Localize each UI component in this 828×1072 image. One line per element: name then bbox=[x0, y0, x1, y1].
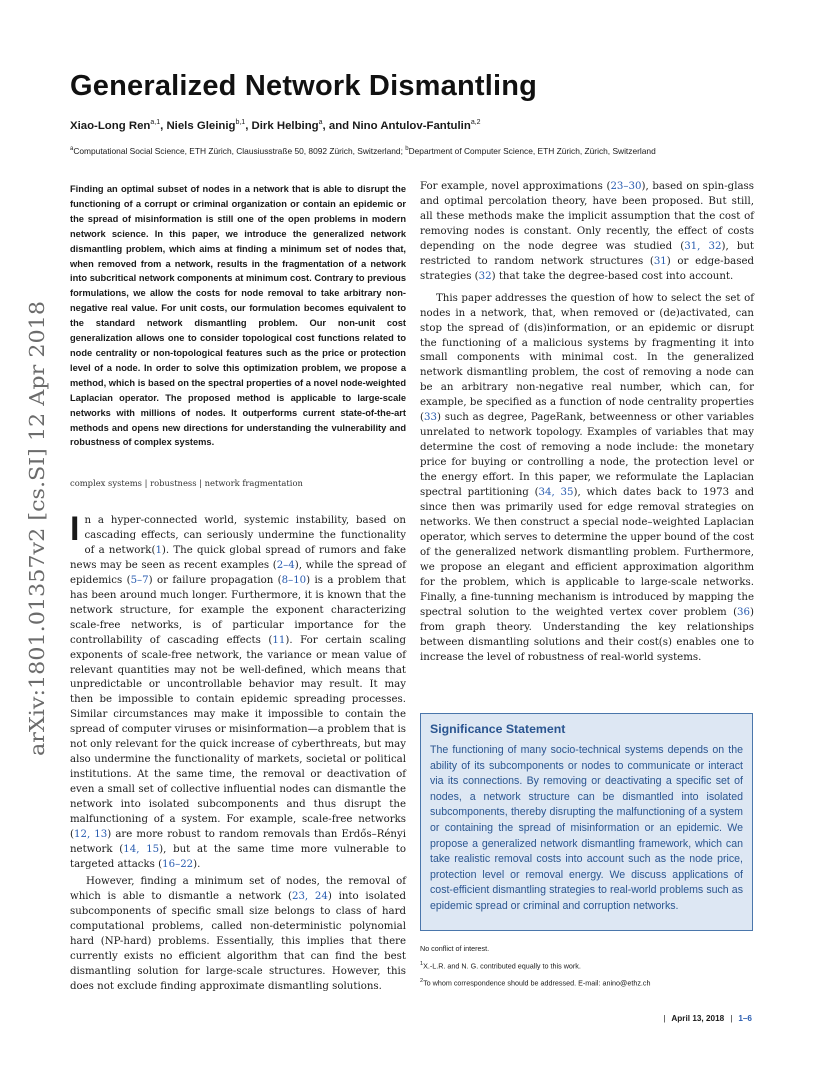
intro-paragraph-1: In a hyper-connected world, systemic instability, based on cascading effects, can seriously undermine the functionality of a network(1). The quick global spread of rumors and fake news may be seen as recent examples (2–4), while the spread of epidemics (5–7) or failure propagation (8–10) is a problem that has been around much longer. Furthermore, it is known that the network structure, for example the exponent characterizing scale-free networks, is of particular importance for the controllability of cascading effects (11). For certain scaling exponents of scale-free network, the variance or mean value of relevant quantities may not be well-defined, which means that unpredictable or uncontrollable behavior may result. It may then be impossible to contain epidemic spreading processes. Similar circumstances may make it impossible to contain the spread of computer viruses or misinformation—a problem that is not only relevant for the quick increase of cyberthreats, but may also undermine the functionality of markets, societal or political institutions. At the same time, the removal or deactivation of even a small set of collective influential nodes can dismantle the network into isolated subcomponents and thus disrupt the malfunctioning of a system. For example, scale-free networks (12, 13) are more robust to random removals than Erdős–Rényi network (14, 15), but at the same time more vulnerable to targeted attacks (16–22). bbox=[70, 510, 407, 870]
footer-page-range[interactable]: 1–6 bbox=[738, 1014, 752, 1023]
citation-link[interactable]: 11 bbox=[272, 634, 286, 646]
citation-link[interactable]: 23–30 bbox=[610, 181, 642, 192]
affiliation-a: Computational Social Science, ETH Zürich, Clausiusstraße 50, 8092 Zürich, Switzerland; bbox=[73, 146, 406, 156]
footnote-1-marker: 1 bbox=[420, 961, 424, 967]
author-list bbox=[70, 119, 481, 132]
author-affiliation-marker: a bbox=[318, 119, 323, 126]
intro-paragraph-2: However, finding a minimum set of nodes, the removal of which is able to dismantle a network (23, 24) into isolated subcomponents of specific small size belongs to class of hard computational problems, called non-deterministic polynomial hard (NP-hard) problems. Essentially, this implies that there currently exists no efficient algorithm that can find the best dismantling solution for large-scale structures. However, this does not exclude finding approximate dismantling solutions. bbox=[70, 875, 407, 992]
footnote-2-marker: 2 bbox=[420, 978, 424, 985]
footer-separator-left: | bbox=[663, 1014, 666, 1023]
footnote-2-text: To whom correspondence should be addressed. E-mail: anino@ethz.ch bbox=[423, 978, 651, 988]
footnotes bbox=[420, 944, 754, 994]
author-name: Xiao-Long Ren bbox=[70, 119, 151, 132]
citation-link[interactable]: 33 bbox=[423, 412, 437, 424]
author-name: Nino Antulov-Fantulin bbox=[352, 119, 471, 132]
footnote-2 bbox=[420, 976, 754, 988]
author-affiliation-marker: a,2 bbox=[470, 119, 481, 126]
affiliation-b: Department of Computer Science, ETH Zürich, Zürich, Switzerland bbox=[408, 146, 656, 156]
page-footer bbox=[657, 1014, 752, 1023]
citation-link[interactable]: 34, 35 bbox=[538, 487, 574, 499]
author-separator: , and bbox=[322, 119, 353, 132]
significance-statement-box bbox=[420, 713, 753, 931]
citation-link[interactable]: 31 bbox=[653, 255, 667, 267]
significance-text: The functioning of many socio-technical systems depends on the ability of its subcomponents or nodes to communicate or interact via its connections. By removing or deactivating a specific set of nodes, a network structure can be dismantled into isolated subcomponents, thereby disrupting the malfunctioning of a system or containing the spread of misinformation or an epidemic. We propose a generalized network dismantling framework, which can take realistic removal costs into account such as the node price, protection level or removal energy. We discuss applications of cost-efficient dismantling strategies to real-world problems such as epidemic spread or criminal and corruption networks. bbox=[430, 744, 743, 912]
citation-link[interactable]: 14, 15 bbox=[123, 843, 160, 855]
footer-date: April 13, 2018 bbox=[671, 1014, 725, 1023]
paper-title: Generalized Network Dismantling bbox=[70, 70, 538, 102]
author-affiliation-marker: b,1 bbox=[235, 119, 246, 126]
footnote-1 bbox=[420, 959, 754, 971]
citation-link[interactable]: 32 bbox=[478, 270, 492, 282]
citation-link[interactable]: 23, 24 bbox=[291, 890, 328, 902]
right-column-body bbox=[420, 180, 754, 666]
keywords: complex systems | robustness | network fragmentation bbox=[70, 478, 303, 488]
citation-link[interactable]: 5–7 bbox=[130, 574, 149, 586]
citation-link[interactable]: 36 bbox=[737, 606, 751, 618]
left-column-body bbox=[70, 510, 407, 995]
right-paragraph-1: For example, novel approximations (23–30), based on spin-glass and optimal percolation theory, have been proposed. But still, all these methods make the implicit assumption that the cost of removing nodes is constant. Only recently, the effect of costs depending on the node degree was studied (31, 32), but restricted to random network structures (31) or edge-based strategies (32) that take the degree-based cost into account. bbox=[420, 181, 755, 282]
affiliations bbox=[70, 146, 656, 156]
significance-heading: Significance Statement bbox=[430, 722, 566, 736]
footnote-1-text: X.-L.R. and N. G. contributed equally to this work. bbox=[423, 961, 581, 971]
citation-link[interactable]: 8–10 bbox=[281, 574, 307, 586]
author-separator: , bbox=[160, 119, 167, 132]
drop-cap: I bbox=[70, 510, 80, 548]
author-name: Dirk Helbing bbox=[251, 119, 319, 132]
arxiv-identifier: arXiv:1801.01357v2 [cs.SI] 12 Apr 2018 bbox=[25, 337, 49, 756]
footer-separator-right: | bbox=[730, 1014, 733, 1023]
citation-link[interactable]: 16–22 bbox=[162, 858, 194, 870]
citation-link[interactable]: 31, 32 bbox=[684, 240, 722, 252]
author-separator: , bbox=[245, 119, 252, 132]
citation-link[interactable]: 1 bbox=[155, 544, 162, 556]
conflict-note: No conflict of interest. bbox=[420, 944, 490, 953]
author-affiliation-marker: a,1 bbox=[150, 119, 161, 126]
right-paragraph-2: This paper addresses the question of how to select the set of nodes in a network, that, when removed or (de)activated, can stop the spread of (dis)information, or an epidemic or disrupt the functioning of a malicious systems by fragmenting it into small components with minimal cost. In the generalized network dismantling problem, the cost of removing a node can be an arbitrary non-negative real number, which can, for example, be specified as a function of node centrality properties (33) such as degree, PageRank, betweenness or other variables unrelated to network topology. Examples of variables that may determine the cost of removing a node include: the monetary price for buying or controlling a node, the protection level or the energy effort. In this paper, we reformulate the Laplacian spectral partitioning (34, 35), which dates back to 1973 and since then was primarily used for edge removal strategies on networks. We then construct a special node–weighted Laplacian operator, which serves to determine the upper bound of the cost of the generalized network dismantling problem. Furthermore, we propose an elegant and efficient approximation algorithm for the problem, which is applicable to large-scale networks. Finally, a fine-tunning mechanism is introduced by mapping the spectral solution to the weighted vertex cover problem (36) from graph theory. Understanding the key relationships between dismantling solutions and their cost(s) enables one to increase the level of robustness of real-world systems. bbox=[420, 292, 755, 663]
arxiv-side-stamp bbox=[14, 296, 54, 766]
citation-link[interactable]: 12, 13 bbox=[73, 829, 108, 841]
author-name: Niels Gleinig bbox=[166, 119, 236, 132]
citation-link[interactable]: 2–4 bbox=[276, 559, 295, 571]
abstract: Finding an optimal subset of nodes in a network that is able to disrupt the functioning of a corrupt or criminal organization or contain an epidemic or the spread of misinformation is still one of the open problems in modern network science. In this paper, we introduce the generalized network dismantling problem, which aims at finding a minimum set of nodes that, when removed from a network, results in the fragmentation of a network into subcritical network components at minimum cost. Contrary to previous formulations, we allow the costs for node removal to take arbitrary non-negative real value. For unit costs, our formulation becomes equivalent to the standard network dismantling problem. Our non-unit cost generalization allows one to consider topological cost functions related to node centrality or non-topological features such as the price or protection level of a node. In order to solve this optimization problem, we propose a method, which is based on the spectral properties of a novel node-weighted Laplacian operator. The proposed method is applicable to large-scale networks with millions of nodes. It outperforms current state-of-the-art methods and opens new directions for understanding the vulnerability and robustness of complex systems. bbox=[70, 184, 406, 448]
affiliation-a-marker: a bbox=[70, 146, 74, 153]
affiliation-b-marker: b bbox=[405, 146, 409, 153]
